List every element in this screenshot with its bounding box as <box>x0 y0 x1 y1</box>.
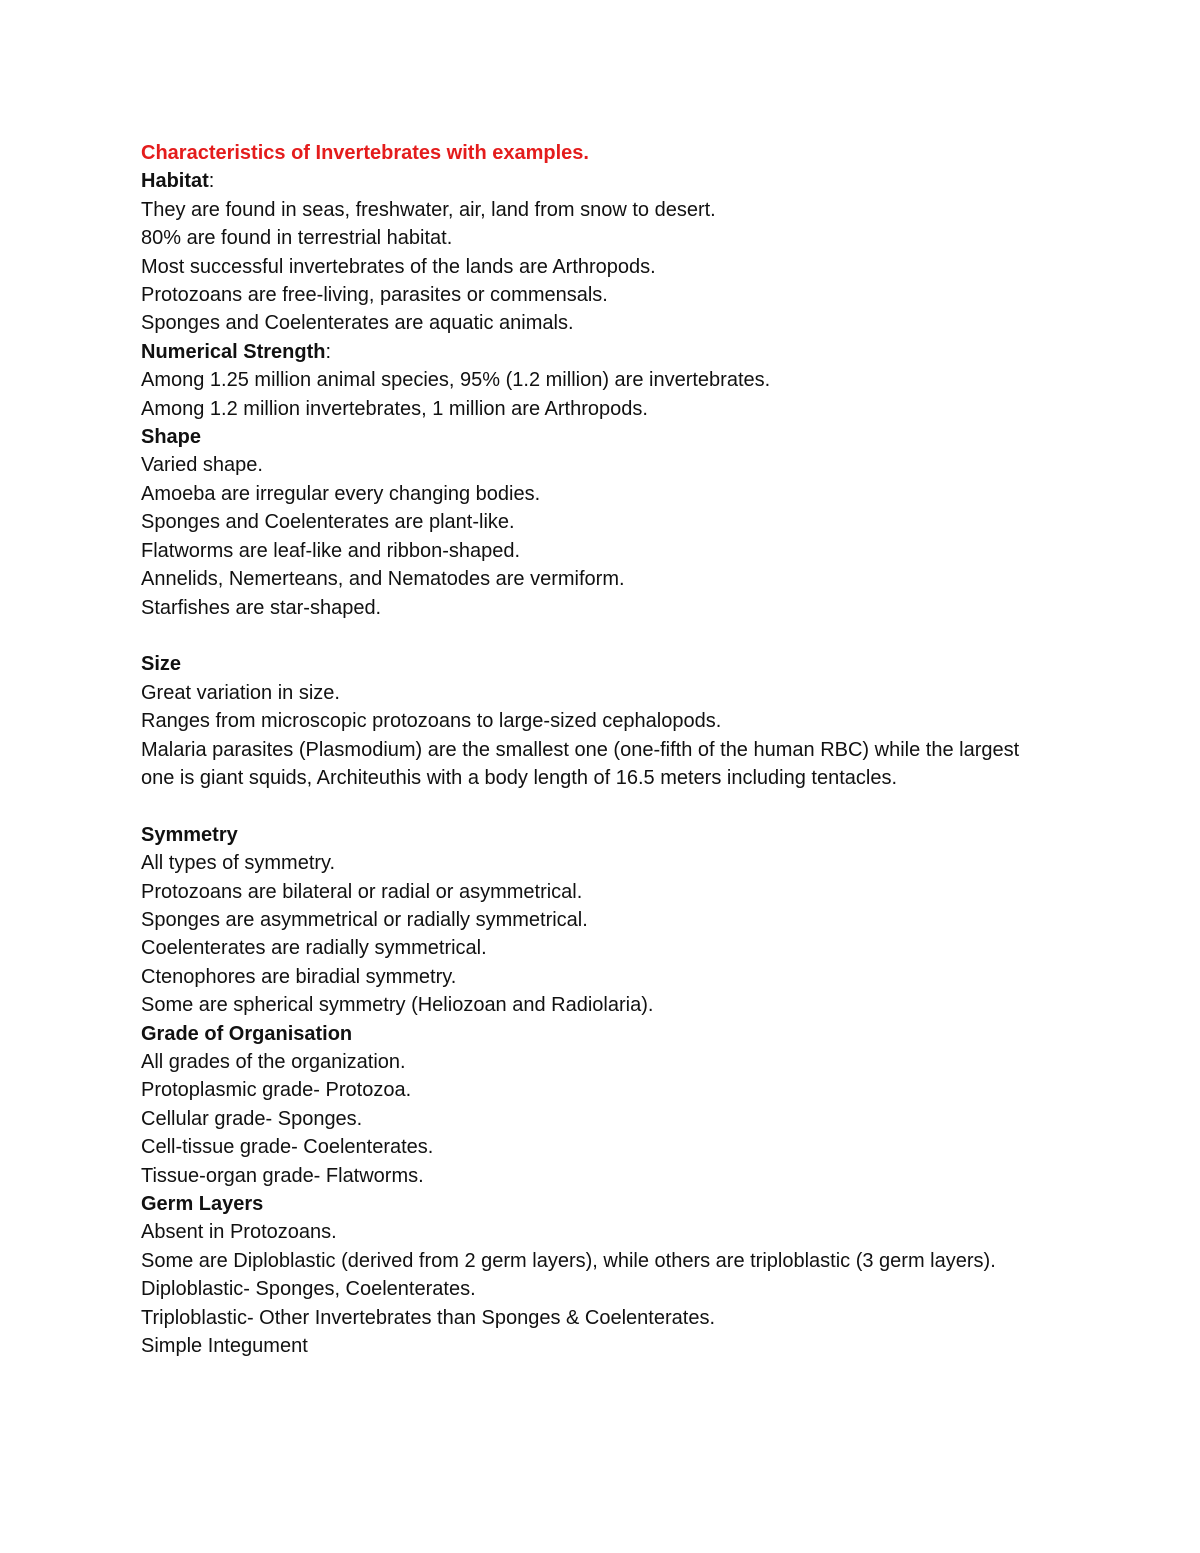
body-line: Some are spherical symmetry (Heliozoan and Radiolaria). <box>141 994 654 1017</box>
body-line: Among 1.25 million animal species, 95% (1.2 million) are invertebrates. <box>141 369 771 392</box>
body-line: Protozoans are bilateral or radial or asymmetrical. <box>141 880 583 903</box>
body-line: Starfishes are star-shaped. <box>141 596 382 619</box>
body-line: Absent in Protozoans. <box>141 1221 337 1244</box>
body-line: Some are Diploblastic (derived from 2 germ layers), while others are triploblastic (3 germ layers). <box>141 1249 996 1272</box>
body-line: Triploblastic- Other Invertebrates than Sponges & Coelenterates. <box>141 1306 716 1329</box>
body-line: Amoeba are irregular every changing bodies. <box>141 482 541 505</box>
body-line: Tissue-organ grade- Flatworms. <box>141 1164 424 1187</box>
body-line: They are found in seas, freshwater, air, land from snow to desert. <box>141 198 716 221</box>
body-line: Sponges and Coelenterates are aquatic animals. <box>141 312 574 335</box>
body-line: Ctenophores are biradial symmetry. <box>141 965 457 988</box>
body-line: Among 1.2 million invertebrates, 1 million are Arthropods. <box>141 397 648 420</box>
body-line: All types of symmetry. <box>141 852 336 875</box>
heading-text: Habitat <box>141 170 209 193</box>
body-line: Protoplasmic grade- Protozoa. <box>141 1079 412 1102</box>
body-line: Malaria parasites (Plasmodium) are the smallest one (one-fifth of the human RBC) while the largest one is giant squids, Architeuthis with a body length of 16.5 meters including tentacles. <box>141 738 1020 789</box>
section-heading-symmetry: Symmetry <box>141 823 238 846</box>
section-heading-grade-of-organisation: Grade of Organisation <box>141 1022 353 1045</box>
body-line: Cellular grade- Sponges. <box>141 1107 363 1130</box>
body-line: Sponges and Coelenterates are plant-like. <box>141 511 515 534</box>
body-line: Sponges are asymmetrical or radially symmetrical. <box>141 908 588 931</box>
body-line: Simple Integument <box>141 1335 308 1358</box>
body-line: All grades of the organization. <box>141 1050 406 1073</box>
heading-suffix: : <box>208 170 215 193</box>
body-line: Most successful invertebrates of the lands are Arthropods. <box>141 255 656 278</box>
section-heading-shape: Shape <box>141 426 202 449</box>
blank-line <box>141 622 1041 650</box>
body-line: Coelenterates are radially symmetrical. <box>141 937 487 960</box>
section-heading-germ-layers: Germ Layers <box>141 1193 264 1215</box>
body-line: Cell-tissue grade- Coelenterates. <box>141 1136 434 1159</box>
section-heading-size: Size <box>141 653 182 676</box>
body-line: Great variation in size. <box>141 681 340 704</box>
body-line: Annelids, Nemerteans, and Nematodes are vermiform. <box>141 568 625 591</box>
body-line: 80% are found in terrestrial habitat. <box>141 227 453 250</box>
section-heading-numerical-strength <box>141 338 1041 366</box>
body-line: Diploblastic- Sponges, Coelenterates. <box>141 1278 476 1301</box>
document-page <box>141 139 1041 1360</box>
body-line: Varied shape. <box>141 454 263 477</box>
blank-line <box>141 792 1041 820</box>
document-title: Characteristics of Invertebrates with examples. <box>141 142 589 164</box>
body-line: Flatworms are leaf-like and ribbon-shaped. <box>141 539 521 562</box>
heading-text: Numerical Strength <box>141 340 326 363</box>
heading-suffix: : <box>325 340 332 363</box>
body-line: Protozoans are free-living, parasites or commensals. <box>141 284 608 307</box>
body-line: Ranges from microscopic protozoans to large-sized cephalopods. <box>141 710 722 733</box>
section-heading-habitat <box>141 167 1041 195</box>
